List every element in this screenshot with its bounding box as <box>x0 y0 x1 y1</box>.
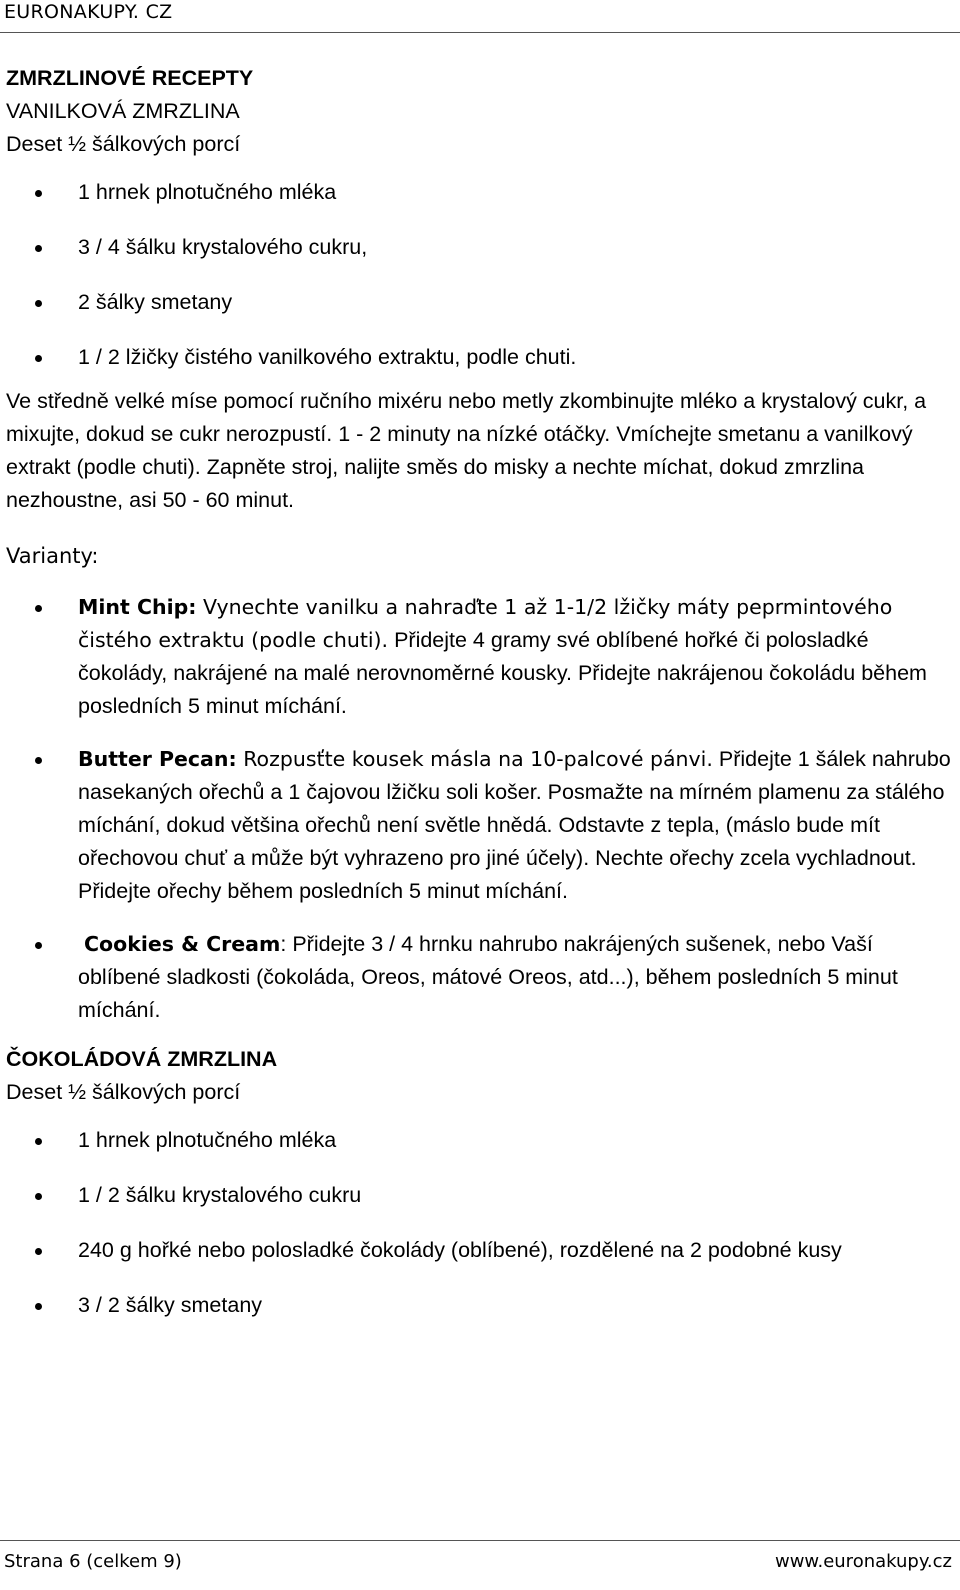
section-title: ZMRZLINOVÉ RECEPTY <box>6 66 254 90</box>
variant-mint-chip-text: Mint Chip: Vynechte vanilku a nahraďte 1 až 1-1/2 lžičky máty peprmintového čistého extraktu (podle chuti). <box>78 595 893 652</box>
variant-butter-pecan-text-b: Přidejte 1 šálek nahrubo nasekaných ořechů a 1 čajovou lžičku soli košer. Posmažte na mírném plamenu za stálého míchání, dokud většina ořechů není světle hnědá. Odstavte z tepla, (máslo bude mít ořechovou chuť a může být vyhrazeno pro jiné účely). Nechte ořechy zcela vychladnout. Přidejte ořechy během posledních 5 minut míchání. <box>78 747 951 903</box>
page-number: Strana 6 (celkem 9) <box>4 1551 182 1572</box>
variant-list <box>6 591 954 1027</box>
list-item: 2 šálky smetany <box>6 286 954 319</box>
variant-mint-chip-text-b: Přidejte 4 gramy své oblíbené hořké či polosladké čokolády, nakrájené na malé nerovnoměrné kousky. Přidejte nakrájenou čokoládu během posledních 5 minut míchání. <box>78 628 927 718</box>
servings-chocolate: Deset ½ šálkových porcí <box>6 1080 241 1104</box>
procedure-text-b: Zapněte stroj, nalijte směs do misky a nechte míchat, dokud zmrzlina nezhoustne, asi 50 - 60 minut. <box>6 455 864 512</box>
procedure-vanilla <box>6 385 954 517</box>
footer-url: www.euronakupy.cz <box>774 1551 952 1572</box>
header-site-name: EURONAKUPY. CZ <box>4 1 173 23</box>
page-header <box>0 0 960 33</box>
list-item: 1 hrnek plnotučného mléka <box>6 1124 954 1157</box>
variant-butter-pecan-text: Butter Pecan: Rozpusťte kousek másla na 10-palcové pánvi. <box>78 747 713 771</box>
list-item: 1 hrnek plnotučného mléka <box>6 176 954 209</box>
variant-mint-chip <box>6 591 954 723</box>
list-item: 3 / 4 šálku krystalového cukru, <box>6 231 954 264</box>
recipe-title-chocolate: ČOKOLÁDOVÁ ZMRZLINA <box>6 1047 278 1071</box>
list-item: 1 / 2 lžičky čistého vanilkového extraktu, podle chuti. <box>6 341 954 374</box>
list-item: 3 / 2 šálky smetany <box>6 1289 954 1322</box>
ingredient-list-vanilla <box>6 176 954 374</box>
list-item: 1 / 2 šálku krystalového cukru <box>6 1179 954 1212</box>
document-body <box>6 62 954 1322</box>
variant-label: Mint Chip: <box>78 595 197 619</box>
variant-butter-pecan <box>6 743 954 908</box>
variant-label: Butter Pecan: <box>78 747 237 771</box>
recipe-title-vanilla: VANILKOVÁ ZMRZLINA <box>6 99 240 123</box>
page-footer <box>0 1540 960 1590</box>
servings-vanilla: Deset ½ šálkových porcí <box>6 132 241 156</box>
variant-cookies-cream <box>6 928 954 1027</box>
variants-title: Varianty: <box>6 544 99 568</box>
ingredient-list-chocolate <box>6 1124 954 1322</box>
list-item: 240 g hořké nebo polosladké čokolády (oblíbené), rozdělené na 2 podobné kusy <box>6 1234 954 1267</box>
procedure-text-a: Ve středně velké míse pomocí ručního mixéru nebo metly zkombinujte mléko a krystalový cukr, a mixujte, dokud se cukr nerozpustí. 1 - 2 minuty na nízké otáčky. Vmíchejte smetanu a vanilkový extrakt (podle chuti). <box>6 389 927 479</box>
variant-label: Cookies & Cream <box>83 932 281 956</box>
variant-cookies-cream-text: : Přidejte 3 / 4 hrnku nahrubo nakrájených sušenek, nebo Vaší oblíbené sladkosti (čokoláda, Oreos, mátové Oreos, atd...), během posledních 5 minut míchání. <box>78 932 898 1022</box>
